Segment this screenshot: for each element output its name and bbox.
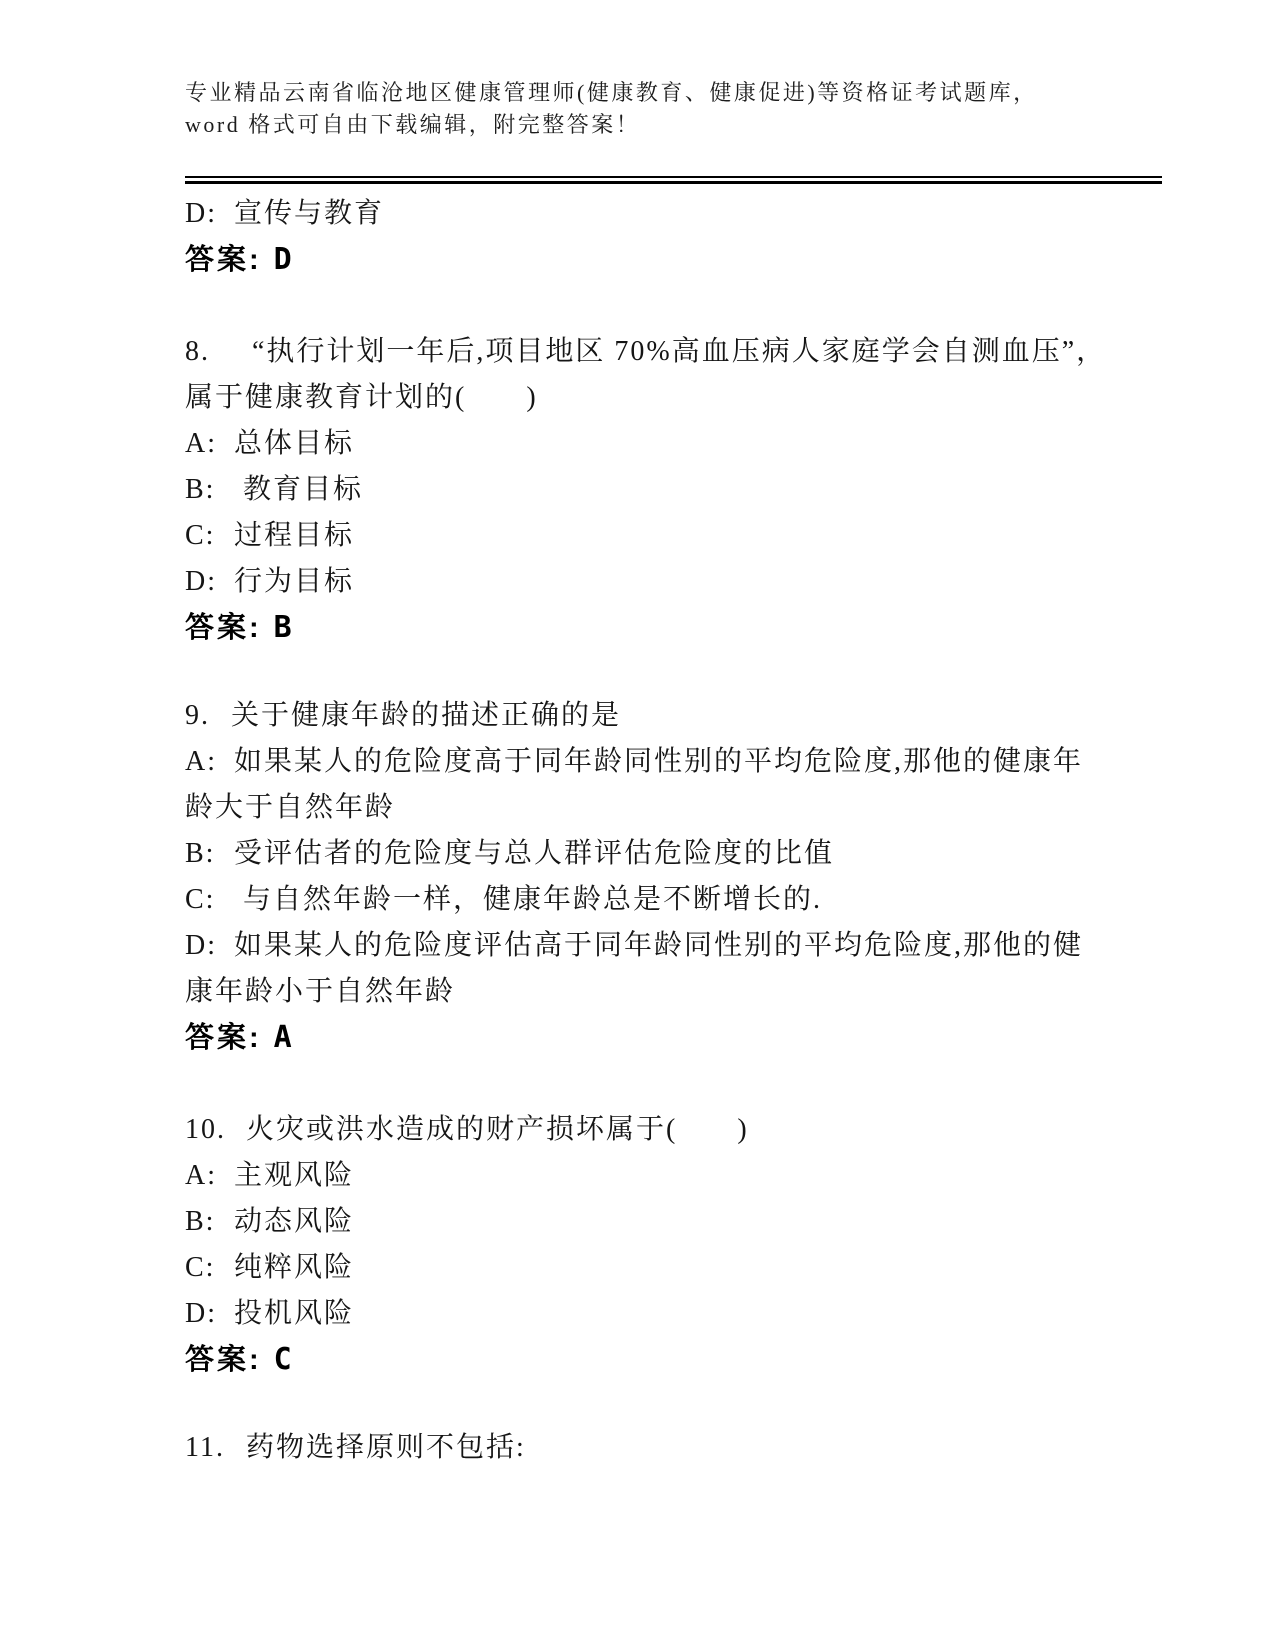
answer-line [185, 605, 1170, 651]
stem-text: “执行计划一年后,项目地区 70%高血压病人家庭学会自测血压”， [252, 336, 1107, 367]
question-8 [185, 329, 1170, 651]
option-line-d [185, 559, 1170, 605]
question-number: 9. [185, 700, 210, 731]
option-text: 如果某人的危险度评估高于同年龄同性别的平均危险度,那他的健 [234, 930, 1084, 961]
option-line-c [185, 877, 1170, 923]
option-text: 如果某人的危险度高于同年龄同性别的平均危险度,那他的健康年 [234, 746, 1084, 777]
option-text: 总体目标 [234, 428, 355, 459]
option-label: D: [185, 566, 217, 597]
stem-text: 关于健康年龄的描述正确的是 [231, 700, 622, 731]
option-text: 主观风险 [234, 1160, 355, 1191]
option-label: D: [185, 1298, 217, 1329]
answer-value: A [273, 1020, 292, 1055]
option-label: A: [185, 746, 217, 777]
question-stem-line [185, 329, 1170, 375]
option-line-b [185, 1199, 1170, 1245]
option-text: 动态风险 [234, 1206, 355, 1237]
answer-line [185, 1337, 1170, 1383]
page-content [185, 77, 1175, 1471]
option-line-c [185, 1245, 1170, 1291]
option-line-d [185, 191, 1170, 237]
option-label: A: [185, 428, 217, 459]
question-number: 11. [185, 1432, 225, 1463]
question-number: 10. [185, 1114, 226, 1145]
stem-text: 火灾或洪水造成的财产损坏属于( ) [246, 1114, 749, 1145]
option-continuation: 康年龄小于自然年龄 [185, 976, 456, 1007]
option-label: D: [185, 930, 217, 961]
question-11 [185, 1425, 1170, 1471]
answer-value: B [273, 610, 292, 645]
answer-label: 答案: [185, 612, 262, 644]
answer-line [185, 1015, 1170, 1061]
option-line-a [185, 739, 1170, 785]
option-text: 行为目标 [234, 566, 355, 597]
option-text: 纯粹风险 [234, 1252, 355, 1283]
question-number: 8. [185, 336, 210, 367]
answer-line [185, 237, 1170, 283]
option-label: C: [185, 520, 216, 551]
doc-body [185, 191, 1170, 1471]
option-text: 过程目标 [234, 520, 355, 551]
answer-label: 答案: [185, 1344, 262, 1376]
question-7-tail [185, 191, 1170, 283]
option-line-b [185, 831, 1170, 877]
question-9 [185, 693, 1170, 1061]
question-stem-line [185, 693, 1170, 739]
header-line-2: word 格式可自由下载编辑，附完整答案！ [185, 112, 641, 137]
header-divider-rule [185, 176, 1162, 184]
option-continuation: 龄大于自然年龄 [185, 792, 396, 823]
answer-value: D [273, 242, 292, 277]
option-line-a [185, 421, 1170, 467]
question-stem-line [185, 1107, 1170, 1153]
option-text: 投机风险 [234, 1298, 355, 1329]
option-label: B: [185, 838, 216, 869]
option-line-a [185, 1153, 1170, 1199]
option-text: 宣传与教育 [234, 198, 385, 229]
option-label: C: [185, 1252, 216, 1283]
option-text: 受评估者的危险度与总人群评估危险度的比值 [234, 838, 835, 869]
question-10 [185, 1107, 1170, 1383]
option-line-c [185, 513, 1170, 559]
option-text: 教育目标 [234, 474, 364, 505]
answer-label: 答案: [185, 244, 262, 276]
doc-header [185, 77, 1175, 141]
option-text: 与自然年龄一样，健康年龄总是不断增长的. [234, 884, 823, 915]
stem-text: 药物选择原则不包括: [246, 1432, 526, 1463]
question-stem-line [185, 1425, 1170, 1471]
answer-label: 答案: [185, 1022, 262, 1054]
option-label: B: [185, 474, 216, 505]
answer-value: C [273, 1342, 292, 1377]
question-stem-continuation: 属于健康教育计划的( ) [185, 382, 538, 413]
option-label: A: [185, 1160, 217, 1191]
option-line-b [185, 467, 1170, 513]
option-label: D: [185, 198, 217, 229]
option-label: B: [185, 1206, 216, 1237]
header-line-1: 专业精品云南省临沧地区健康管理师(健康教育、健康促进)等资格证考试题库， [185, 80, 1038, 105]
option-line-d [185, 1291, 1170, 1337]
option-label: C: [185, 884, 216, 915]
option-line-d [185, 923, 1170, 969]
